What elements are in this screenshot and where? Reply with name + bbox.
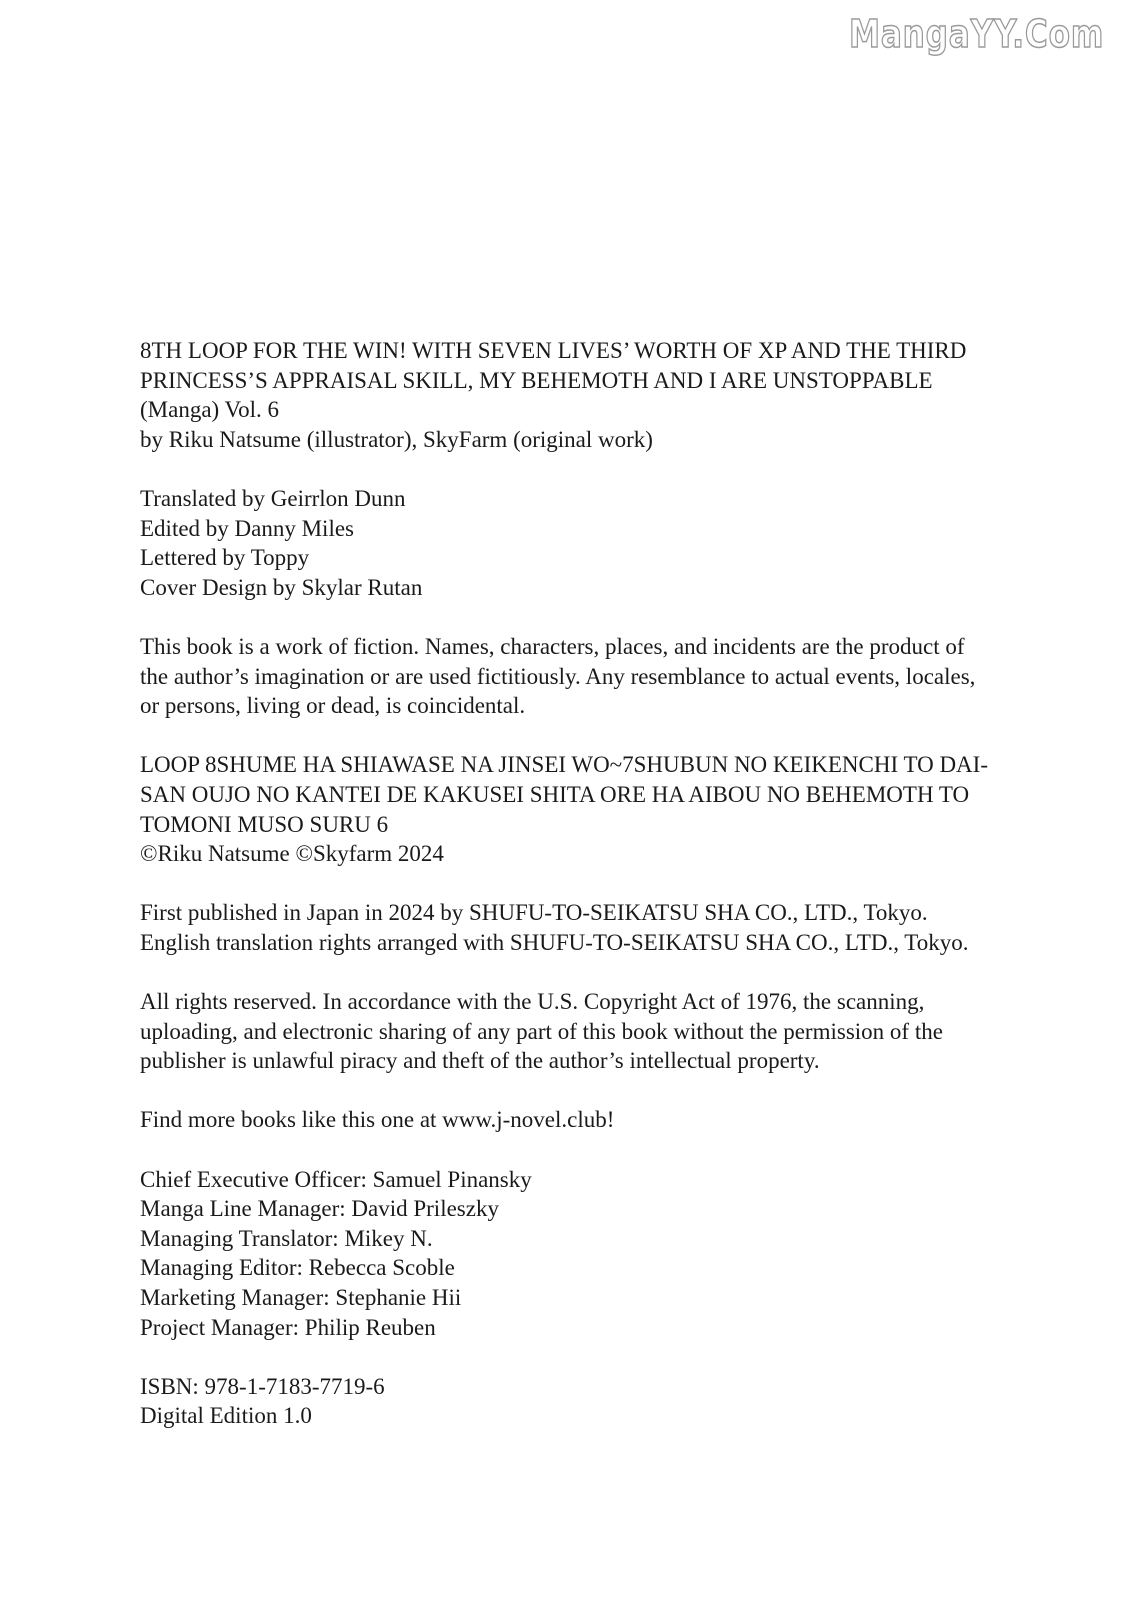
letterer-credit: Lettered by Toppy bbox=[140, 545, 310, 571]
rights-block bbox=[140, 987, 1040, 1076]
original-title-line: TOMONI MUSO SURU 6 bbox=[140, 811, 389, 837]
publication-line: First published in Japan in 2024 by SHUFU-TO-SEIKATSU SHA CO., LTD., Tokyo. bbox=[140, 900, 928, 926]
authors-line: by Riku Natsume (illustrator), SkyFarm (original work) bbox=[140, 426, 653, 452]
fiction-notice-line: This book is a work of fiction. Names, characters, places, and incidents are the product of bbox=[140, 633, 965, 659]
isbn-line: ISBN: 978-1-7183-7719-6 bbox=[140, 1373, 385, 1399]
isbn-block bbox=[140, 1372, 1040, 1431]
fiction-notice bbox=[140, 632, 1040, 721]
title-line: 8TH LOOP FOR THE WIN! WITH SEVEN LIVES’ WORTH OF XP AND THE THIRD bbox=[140, 338, 967, 363]
title-line: PRINCESS’S APPRAISAL SKILL, MY BEHEMOTH AND I ARE UNSTOPPABLE bbox=[140, 367, 933, 393]
staff-line: Project Manager: Philip Reuben bbox=[140, 1314, 436, 1340]
staff-line: Manga Line Manager: David Prileszky bbox=[140, 1196, 499, 1222]
website-block bbox=[140, 1105, 1040, 1135]
rights-line: uploading, and electronic sharing of any part of this book without the permission of the bbox=[140, 1018, 943, 1044]
credits-block bbox=[140, 484, 1040, 602]
original-title-block bbox=[140, 750, 1040, 868]
editor-credit: Edited by Danny Miles bbox=[140, 515, 354, 541]
watermark-logo: MangaYY.Com bbox=[848, 12, 1104, 56]
staff-block bbox=[140, 1165, 1040, 1343]
original-title-line: LOOP 8SHUME HA SHIAWASE NA JINSEI WO~7SHUBUN NO KEIKENCHI TO DAI- bbox=[140, 752, 988, 778]
rights-line: All rights reserved. In accordance with the U.S. Copyright Act of 1976, the scanning, bbox=[140, 989, 925, 1015]
edition-line: Digital Edition 1.0 bbox=[140, 1403, 312, 1429]
fiction-notice-line: the author’s imagination or are used fictitiously. Any resemblance to actual events, locales, bbox=[140, 663, 976, 689]
staff-line: Managing Editor: Rebecca Scoble bbox=[140, 1255, 455, 1281]
translator-credit: Translated by Geirrlon Dunn bbox=[140, 485, 406, 511]
copyright-line: ©Riku Natsume ©Skyfarm 2024 bbox=[140, 841, 444, 867]
volume-line: (Manga) Vol. 6 bbox=[140, 397, 280, 423]
staff-line: Chief Executive Officer: Samuel Pinansky bbox=[140, 1166, 532, 1192]
copyright-page-content bbox=[140, 336, 1040, 1461]
staff-line: Managing Translator: Mikey N. bbox=[140, 1225, 433, 1251]
cover-design-credit: Cover Design by Skylar Rutan bbox=[140, 574, 423, 600]
publication-line: English translation rights arranged with SHUFU-TO-SEIKATSU SHA CO., LTD., Tokyo. bbox=[140, 929, 969, 955]
staff-line: Marketing Manager: Stephanie Hii bbox=[140, 1285, 462, 1310]
original-title-line: SAN OUJO NO KANTEI DE KAKUSEI SHITA ORE HA AIBOU NO BEHEMOTH TO bbox=[140, 781, 970, 807]
fiction-notice-line: or persons, living or dead, is coincidental. bbox=[140, 693, 526, 719]
publication-block bbox=[140, 898, 1040, 957]
website-line: Find more books like this one at www.j-novel.club! bbox=[140, 1107, 615, 1133]
rights-line: publisher is unlawful piracy and theft of the author’s intellectual property. bbox=[140, 1048, 820, 1074]
title-block bbox=[140, 336, 1040, 454]
